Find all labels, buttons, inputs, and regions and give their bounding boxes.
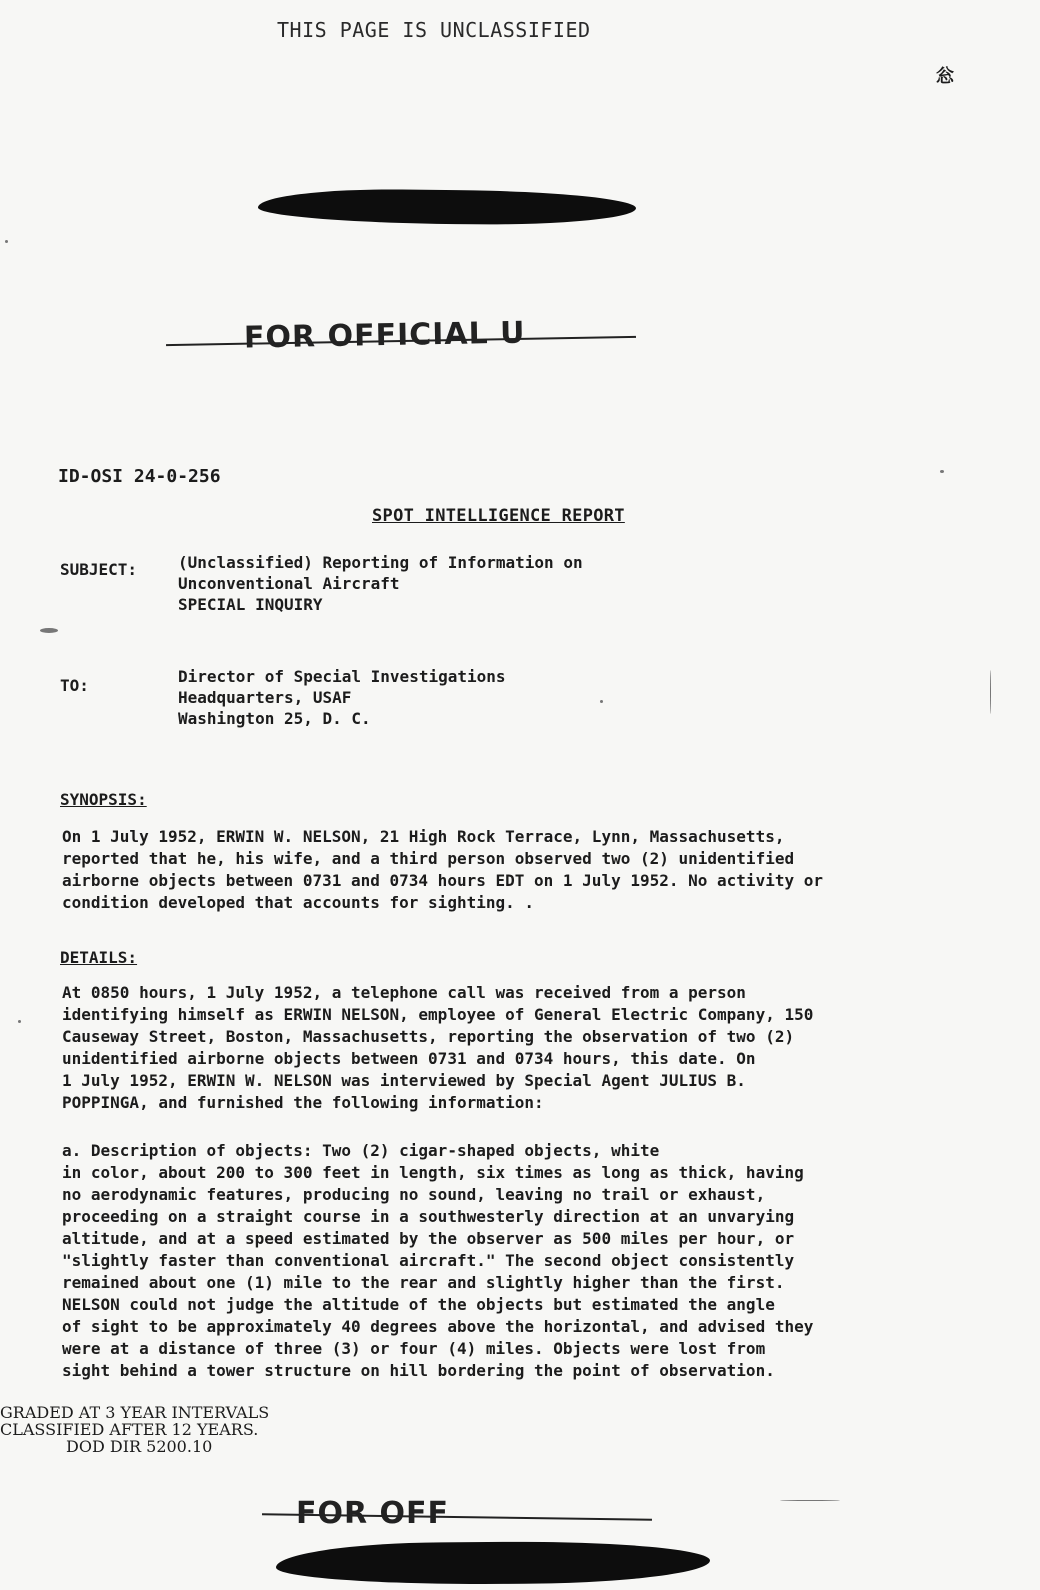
downgrade-line: GRADED AT 3 YEAR INTERVALS <box>0 1403 270 1422</box>
scan-speck <box>780 1500 840 1501</box>
downgrade-line: CLASSIFIED AFTER 12 YEARS. <box>0 1420 259 1439</box>
details-item-a: a. Description of objects: Two (2) cigar-shaped objects, white in color, about 200 to 300 feet in length, six times as long as thick, having no aerodynamic features, producing no sound, leaving no trail or exhaust, proceeding on a straight course in a southwesterly direction at an unvarying altitude, and at a speed estimated by the observer as 500 miles per hour, or "slightly faster than conventional aircraft." The second object consistently remained about one (1) mile to the rear and slightly higher than the first. NELSON could not judge the altitude of the objects but estimated the angle of sight to be approximately 40 degrees above the horizontal, and advised they were at a distance of three (3) or four (4) miles. Objects were lost from sight behind a tower structure on hill bordering the point of observation. <box>62 1141 814 1380</box>
file-number: ID-OSI 24-0-256 <box>58 466 221 487</box>
synopsis-heading: SYNOPSIS: <box>60 790 147 809</box>
corner-handwritten-mark: 忩 <box>936 66 954 87</box>
to-block <box>178 666 506 729</box>
to-label: TO: <box>60 676 89 695</box>
subject-label: SUBJECT: <box>60 560 138 579</box>
downgrade-notice <box>0 1404 269 1455</box>
downgrade-line: DOD DIR 5200.10 <box>66 1437 213 1456</box>
synopsis-text: On 1 July 1952, ERWIN W. NELSON, 21 High Rock Terrace, Lynn, Massachusetts, reported that he, his wife, and a third person observed two (2) unidentified airborne objects between 0731 and 0734 hours EDT on 1 July 1952. No activity or condition developed that accounts for sighting. . <box>62 827 823 912</box>
for-official-use-stamp-bottom: FOR OFF <box>296 1496 450 1531</box>
details-intro: At 0850 hours, 1 July 1952, a telephone call was received from a person identifying himself as ERWIN NELSON, employee of General Electric Company, 150 Causeway Street, Boston, Massachusetts, reporting the observation of two (2) unidentified airborne objects between 0731 and 0734 hours, this date. On 1 July 1952, ERWIN W. NELSON was interviewed by Special Agent JULIUS B. POPPINGA, and furnished the following information: <box>62 983 814 1112</box>
subject-line: SPECIAL INQUIRY <box>178 595 323 614</box>
to-line: Director of Special Investigations <box>178 667 506 686</box>
redaction-bar-bottom <box>276 1540 710 1585</box>
scan-speck <box>990 670 991 714</box>
scan-speck <box>600 700 603 703</box>
redaction-bar-top <box>258 188 636 226</box>
details-heading: DETAILS: <box>60 948 138 967</box>
report-title: SPOT INTELLIGENCE REPORT <box>372 506 625 526</box>
subject-line: Unconventional Aircraft <box>178 574 400 593</box>
scan-speck <box>940 470 944 473</box>
scan-speck <box>5 240 8 243</box>
to-line: Washington 25, D. C. <box>178 709 371 728</box>
to-line: Headquarters, USAF <box>178 688 352 707</box>
scan-speck <box>40 628 58 633</box>
classification-header: THIS PAGE IS UNCLASSIFIED <box>277 18 591 42</box>
subject-line: (Unclassified) Reporting of Information on <box>178 553 583 572</box>
subject-block <box>178 552 583 615</box>
scan-speck <box>18 1020 21 1023</box>
for-official-use-stamp-top: FOR OFFICIAL U <box>243 315 526 356</box>
